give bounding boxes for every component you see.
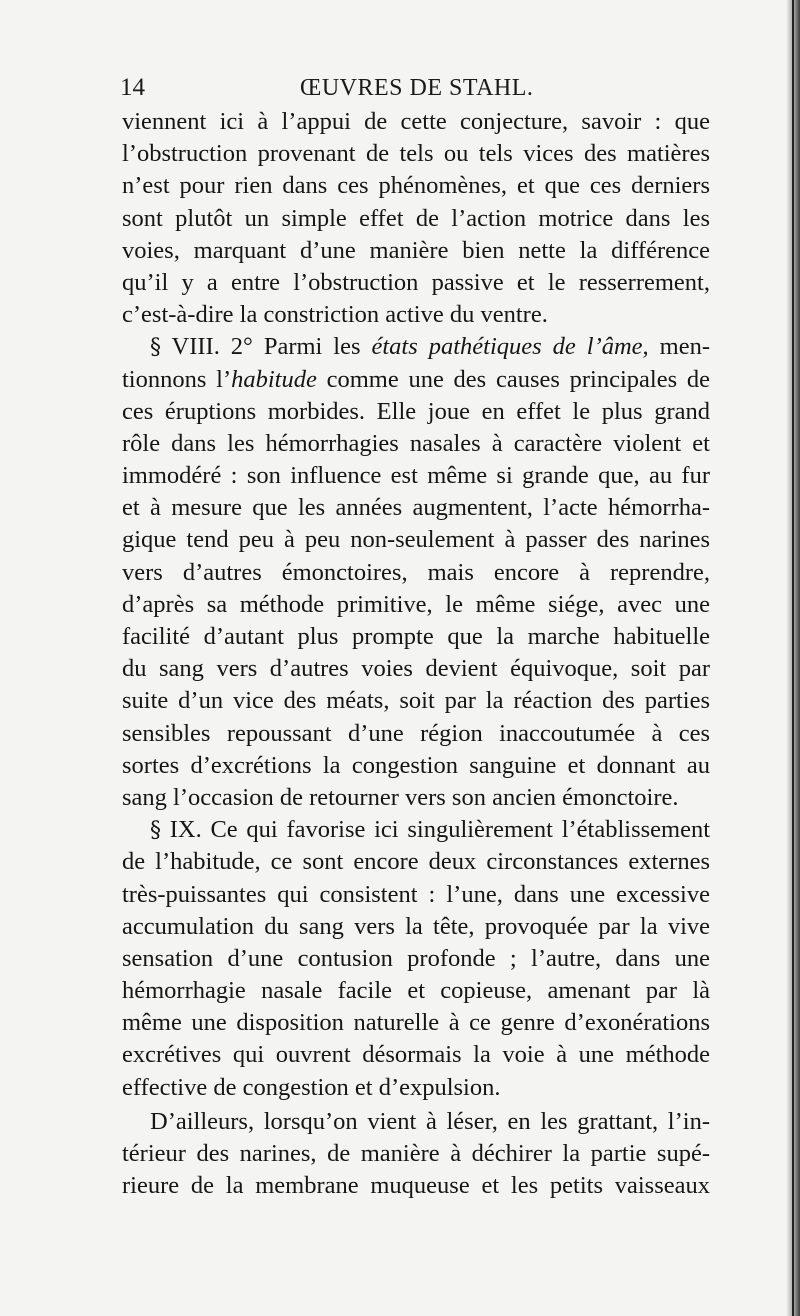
page-number: 14 — [120, 74, 145, 101]
text-line: sortes d’excrétions la congestion sanguine et donnant au — [122, 751, 710, 779]
text-line: effective de congestion et d’expulsion. — [122, 1073, 501, 1101]
text-line: térieur des narines, de manière à déchirer la partie supé- — [122, 1140, 710, 1167]
text-fragment: tionnons l’ — [122, 365, 232, 393]
text-line: voies, marquant d’une manière bien nette la différence — [122, 236, 710, 264]
section-mark: § — [150, 818, 161, 844]
italic-word: habitude — [231, 365, 317, 393]
text-fragment: VIII. 2° Parmi les — [171, 333, 372, 361]
text-line: c’est-à-dire la constriction active du ventre. — [122, 301, 548, 329]
text-line: rieure de la membrane muqueuse et les petits vaisseaux — [122, 1172, 710, 1200]
running-title: ŒUVRES DE STAHL. — [300, 75, 534, 101]
text-line: D’ailleurs, lorsqu’on vient à léser, en les grattant, l’in- — [150, 1107, 710, 1135]
text-line: vers d’autres émonctoires, mais encore à reprendre, — [122, 558, 710, 586]
text-line: immodéré : son influence est même si grande que, au fur — [122, 462, 710, 490]
text-line: n’est pour rien dans ces phénomènes, et que ces derniers — [122, 172, 710, 200]
text-line: accumulation du sang vers la tête, provoquée par la vive — [122, 912, 710, 940]
text-fragment: comme une des causes principales de — [316, 365, 710, 393]
section-viii-first-line — [122, 331, 710, 363]
page-header — [120, 70, 710, 110]
text-line: sont plutôt un simple effet de l’action motrice dans les — [122, 204, 710, 232]
section-viii-second-line — [122, 364, 710, 396]
section-ix-first-line — [122, 814, 710, 846]
text-fragment: men- — [648, 333, 710, 361]
text-line: sang l’occasion de retourner vers son ancien émonctoire. — [122, 783, 679, 811]
text-line: hémorrhagie nasale facile et copieuse, amenant par là — [122, 977, 710, 1005]
page-edge-line — [792, 0, 794, 1316]
text-line: sensibles repoussant d’une région inaccoutumée à ces — [122, 719, 710, 747]
text-line: ces éruptions morbides. Elle joue en effet le plus grand — [122, 397, 710, 425]
text-line: de l’habitude, ce sont encore deux circonstances externes — [122, 848, 710, 876]
text-line: très-puissantes qui consistent : l’une, dans une excessive — [122, 880, 710, 908]
text-line: rôle dans les hémorrhagies nasales à caractère violent et — [122, 429, 710, 457]
text-line: du sang vers d’autres voies devient équivoque, soit par — [122, 655, 710, 683]
text-line: facilité d’autant plus prompte que la marche habituelle — [122, 623, 710, 650]
section-mark: § — [150, 335, 161, 361]
text-line: sensation d’une contusion profonde ; l’autre, dans une — [122, 944, 710, 972]
text-line: et à mesure que les années augmentent, l’acte hémorrha- — [122, 494, 710, 522]
text-line: même une disposition naturelle à ce genre d’exonérations — [122, 1009, 710, 1037]
italic-phrase: états pathétiques de l’âme, — [371, 333, 649, 361]
text-line: qu’il y a entre l’obstruction passive et le resserrement, — [122, 268, 710, 296]
text-line: gique tend peu à peu non-seulement à passer des narines — [122, 526, 710, 554]
text-line: viennent ici à l’appui de cette conjecture, savoir : que — [122, 108, 710, 135]
body-text — [122, 106, 710, 1202]
text-line: d’après sa méthode primitive, le même siége, avec une — [122, 590, 710, 618]
text-line: suite d’un vice des méats, soit par la réaction des parties — [122, 687, 710, 715]
text-line: l’obstruction provenant de tels ou tels vices des matières — [122, 140, 710, 168]
text-line: excrétives qui ouvrent désormais la voie à une méthode — [122, 1041, 710, 1069]
text-fragment: IX. Ce qui favorise ici singulièrement l’établissement — [169, 816, 711, 844]
